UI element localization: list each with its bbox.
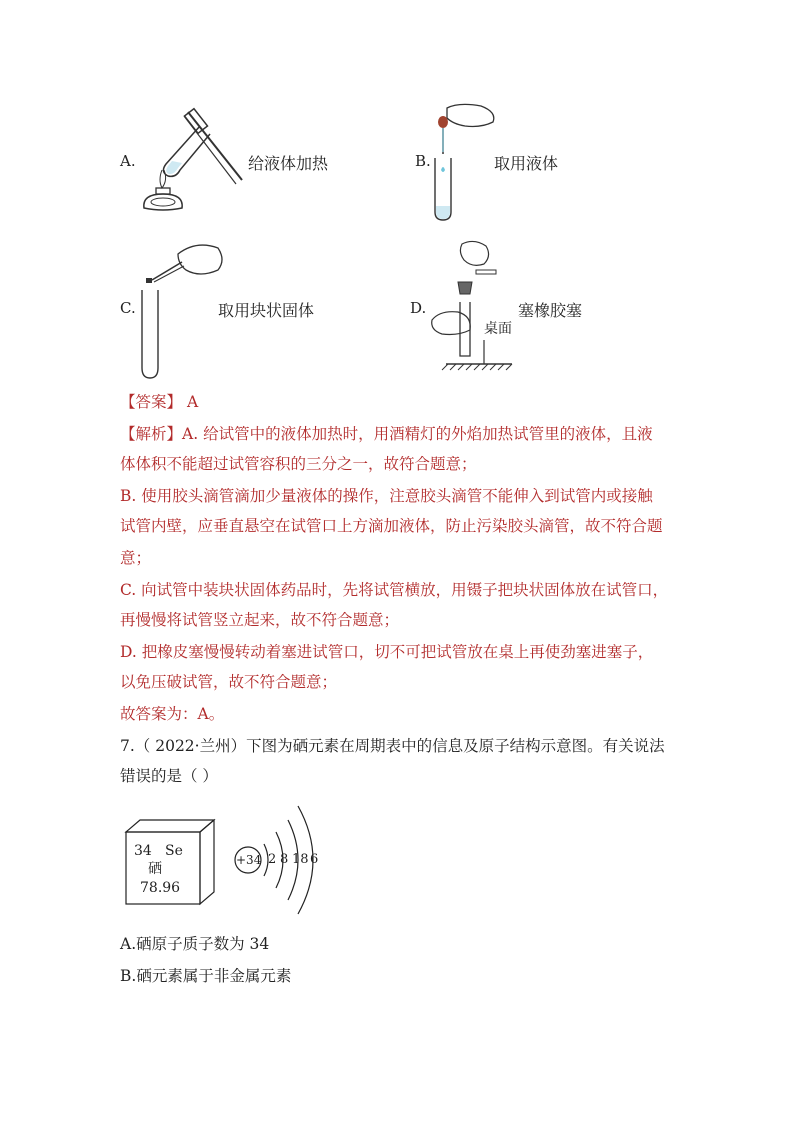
desk-label: 桌面 — [484, 321, 512, 337]
analysis-text: A. 给试管中的液体加热时，用酒精灯的外焰加热试管里的液体，且液 — [182, 425, 653, 443]
question7-line-1: 7.（ 2022·兰州）下图为硒元素在周期表中的信息及原子结构示意图。有关说法 — [120, 737, 665, 755]
analysis-line-9: 以免压破试管，故不符合题意； — [120, 673, 338, 691]
heating-liquid-illustration — [138, 108, 248, 218]
nucleus-charge: +34 — [236, 853, 262, 867]
option-a-letter: A. — [120, 152, 136, 170]
answer-line — [120, 392, 198, 412]
choice-b: B.硒元素属于非金属元素 — [120, 967, 292, 985]
analysis-line-1 — [120, 424, 653, 444]
option-c-letter: C. — [120, 299, 136, 317]
option-a-label: 给液体加热 — [248, 154, 329, 173]
shell-2-electrons: 8 — [280, 852, 289, 867]
element-name: 硒 — [148, 861, 162, 877]
analysis-tag: 【解析】 — [120, 425, 183, 443]
analysis-line-5: 意； — [120, 549, 152, 567]
element-mass: 78.96 — [140, 880, 181, 896]
analysis-conclusion: 故答案为：A。 — [120, 705, 225, 723]
option-c-label: 取用块状固体 — [218, 301, 315, 320]
analysis-line-2: 体体积不能超过试管容积的三分之一，故符合题意； — [120, 455, 477, 473]
answer-value: A — [186, 393, 199, 411]
option-d-letter: D. — [410, 299, 427, 317]
analysis-line-6: C. 向试管中装块状固体药品时，先将试管横放，用镊子把块状固体放在试管口， — [120, 581, 669, 599]
option-b-letter: B. — [415, 152, 431, 170]
stopper-illustration — [428, 236, 518, 370]
option-d-label: 塞橡胶塞 — [518, 301, 583, 320]
analysis-line-4: 试管内壁，应垂直悬空在试管口上方滴加液体，防止污染胶头滴管，故不符合题 — [120, 517, 663, 535]
shell-1-electrons: 2 — [268, 852, 277, 867]
analysis-line-8: D. 把橡皮塞慢慢转动着塞进试管口，切不可把试管放在桌上再使劲塞进塞子， — [120, 643, 654, 661]
option-b-label: 取用液体 — [494, 154, 559, 173]
element-symbol: Se — [165, 843, 183, 859]
choice-a: A.硒原子质子数为 34 — [120, 935, 270, 953]
solid-sample-illustration — [138, 236, 228, 381]
element-atomic-number: 34 — [134, 843, 152, 859]
analysis-line-3: B. 使用胶头滴管滴加少量液体的操作，注意胶头滴管不能伸入到试管内或接触 — [120, 487, 653, 505]
shell-4-electrons: 6 — [310, 852, 319, 867]
dropper-illustration — [425, 100, 505, 225]
question7-line-2: 错误的是（ ） — [120, 767, 218, 785]
answer-tag: 【答案】 — [120, 393, 183, 411]
analysis-line-7: 再慢慢将试管竖立起来，故不符合题意； — [120, 611, 400, 629]
shell-3-electrons: 18 — [292, 852, 309, 867]
